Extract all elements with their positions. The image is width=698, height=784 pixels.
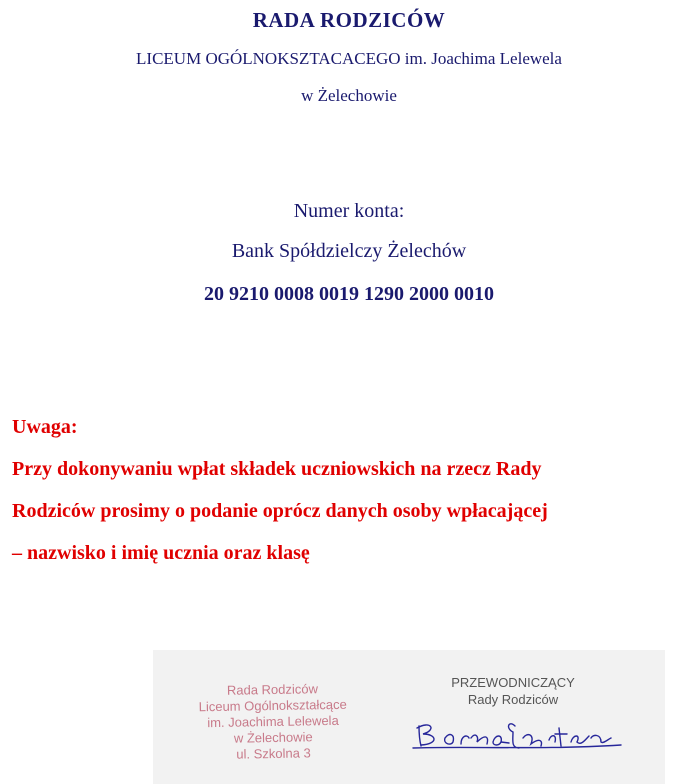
notice-heading: Uwaga:: [12, 416, 78, 438]
payment-notice: [12, 406, 688, 574]
account-label: Numer konta:: [293, 200, 405, 222]
bank-name: Bank Spółdzielczy Żelechów: [231, 240, 467, 262]
school-town: w Żelechowie: [301, 86, 397, 105]
stamp-line: Rada Rodziców: [226, 681, 319, 698]
chairman-stamp: [418, 674, 608, 708]
stamp-line: w Żelechowie: [233, 729, 313, 746]
notice-line: Przy dokonywaniu wpłat składek uczniowskich na rzecz Rady: [12, 458, 542, 480]
council-stamp: [182, 680, 363, 763]
account-number: 20 9210 0008 0019 1290 2000 0010: [204, 283, 494, 305]
stamp-line: Liceum Ogólnokształcące: [198, 696, 347, 715]
stamp-line: im. Joachima Lelewela: [207, 712, 339, 731]
handwritten-signature: [405, 712, 635, 752]
document-title: RADA RODZICÓW: [252, 8, 446, 32]
school-name: LICEUM OGÓLNOKSZTACACEGO im. Joachima Lelewela: [136, 49, 562, 68]
stamp-line: ul. Szkolna 3: [236, 745, 311, 762]
notice-line: – nazwisko i imię ucznia oraz klasę: [12, 542, 310, 564]
stamp-line: Rady Rodziców: [467, 692, 559, 707]
stamp-line: PRZEWODNICZĄCY: [451, 675, 575, 690]
notice-line: Rodziców prosimy o podanie oprócz danych osoby wpłacającej: [12, 500, 548, 522]
